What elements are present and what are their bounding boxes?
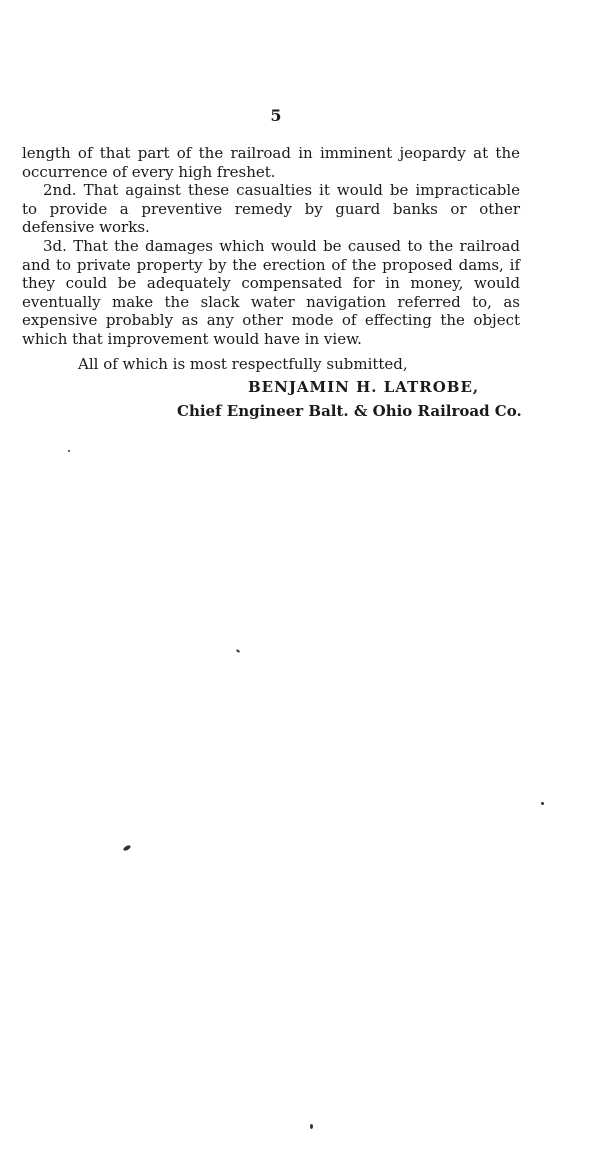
paragraph-continuation: length of that part of the railroad in imminent jeopardy at the occurrence of every high freshet. — [22, 144, 520, 181]
scan-speck — [541, 802, 544, 805]
signature-name: BENJAMIN H. LATROBE, — [248, 378, 480, 396]
scan-speck — [123, 844, 132, 851]
paragraph-second-point: 2nd. That against these casualties it would be impracticable to provide a preventive remedy by guard banks or other defensive works. — [22, 181, 520, 237]
scan-speck — [68, 450, 70, 452]
closing-line: All of which is most respectfully submitted, — [78, 355, 408, 373]
body-text — [22, 144, 520, 349]
paragraph-third-point: 3d. That the damages which would be caused to the railroad and to private property by the erection of the proposed dams, if they could be adequately compensated for in money, would eventually make the slack water navigation referred to, as expensive probably as any other mode of effecting the object which that improvement would have in view. — [22, 236, 520, 348]
page-number: 5 — [270, 106, 282, 125]
scan-speck — [236, 649, 240, 653]
signature-title: Chief Engineer Balt. & Ohio Railroad Co. — [177, 402, 522, 420]
scan-speck — [310, 1124, 313, 1129]
